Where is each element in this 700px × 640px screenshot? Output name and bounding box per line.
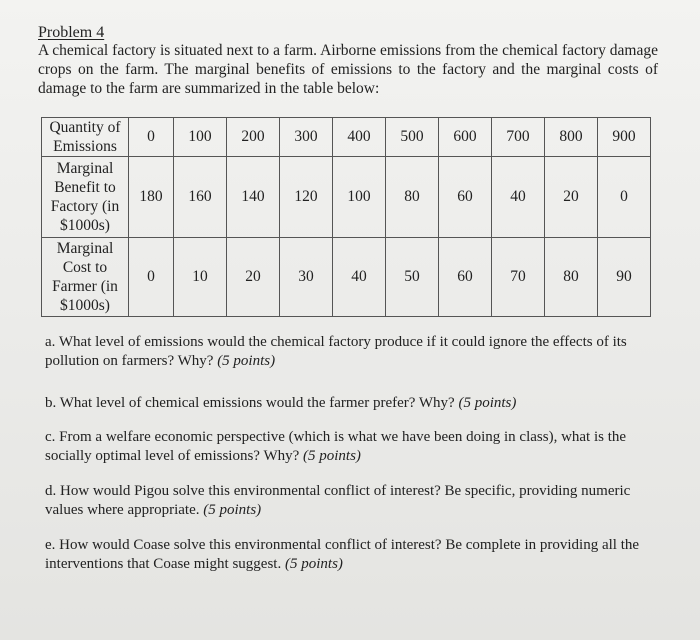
question-points: (5 points) bbox=[203, 502, 262, 518]
table-cell: 10 bbox=[174, 238, 227, 317]
question-points: (5 points) bbox=[303, 448, 361, 464]
question-points: (5 points) bbox=[458, 395, 517, 411]
table-cell: 300 bbox=[280, 118, 333, 157]
question-b bbox=[45, 394, 657, 413]
table-cell: 80 bbox=[386, 157, 439, 238]
question-text: c. From a welfare economic perspective (which is what we have been doing in class), what is the socially optimal level of emissions? Why? bbox=[45, 429, 627, 464]
question-text: e. How would Coase solve this environmental conflict of interest? Be complete in providing all the interventions that Coase might suggest. bbox=[45, 537, 640, 572]
question-points: (5 points) bbox=[284, 556, 343, 572]
question-e bbox=[45, 536, 657, 574]
table-cell: 40 bbox=[333, 238, 386, 317]
table-cell: 20 bbox=[545, 157, 598, 238]
table-cell: 120 bbox=[280, 157, 333, 238]
table-row-benefit bbox=[42, 157, 651, 238]
question-points: (5 points) bbox=[217, 353, 276, 369]
table-cell: 100 bbox=[333, 157, 386, 238]
table-cell: 400 bbox=[333, 118, 386, 157]
row-label-cost: Marginal Cost to Farmer (in $1000s) bbox=[42, 238, 129, 317]
table-cell: 500 bbox=[386, 118, 439, 157]
table-cell: 140 bbox=[227, 157, 280, 238]
table-cell: 0 bbox=[129, 118, 174, 157]
question-a bbox=[45, 333, 657, 371]
table-cell: 800 bbox=[545, 118, 598, 157]
table-cell: 70 bbox=[492, 238, 545, 317]
problem-intro: A chemical factory is situated next to a farm. Airborne emissions from the chemical factory damage crops on the farm. The marginal benefits of emissions to the factory and the marginal costs of damage to the farm are summarized in the table below: bbox=[38, 42, 658, 97]
table-cell: 600 bbox=[439, 118, 492, 157]
row-label-quantity: Quantity of Emissions bbox=[42, 118, 129, 157]
table-cell: 160 bbox=[174, 157, 227, 238]
table-cell: 80 bbox=[545, 238, 598, 317]
table-cell: 30 bbox=[280, 238, 333, 317]
table-cell: 0 bbox=[129, 238, 174, 317]
table-cell: 90 bbox=[598, 238, 651, 317]
table-cell: 50 bbox=[386, 238, 439, 317]
table-row-cost bbox=[42, 238, 651, 317]
table-cell: 700 bbox=[492, 118, 545, 157]
table-cell: 900 bbox=[598, 118, 651, 157]
table-cell: 180 bbox=[129, 157, 174, 238]
question-text: b. What level of chemical emissions would the farmer prefer? Why? bbox=[45, 395, 455, 411]
table-row-quantity bbox=[42, 118, 651, 157]
table-cell: 40 bbox=[492, 157, 545, 238]
question-c bbox=[45, 428, 657, 466]
table-cell: 100 bbox=[174, 118, 227, 157]
question-text: d. How would Pigou solve this environmental conflict of interest? Be specific, providing numeric values where appropriate. bbox=[45, 483, 631, 518]
question-text: a. What level of emissions would the chemical factory produce if it could ignore the effects of its pollution on farmers? Why? bbox=[45, 334, 627, 369]
table-cell: 60 bbox=[439, 238, 492, 317]
row-label-benefit: Marginal Benefit to Factory (in $1000s) bbox=[42, 157, 129, 238]
table-cell: 60 bbox=[439, 157, 492, 238]
table-cell: 0 bbox=[598, 157, 651, 238]
table-cell: 20 bbox=[227, 238, 280, 317]
question-d bbox=[45, 482, 657, 520]
table-cell: 200 bbox=[227, 118, 280, 157]
problem-heading: Problem 4 bbox=[38, 24, 105, 41]
emissions-table bbox=[41, 117, 651, 317]
